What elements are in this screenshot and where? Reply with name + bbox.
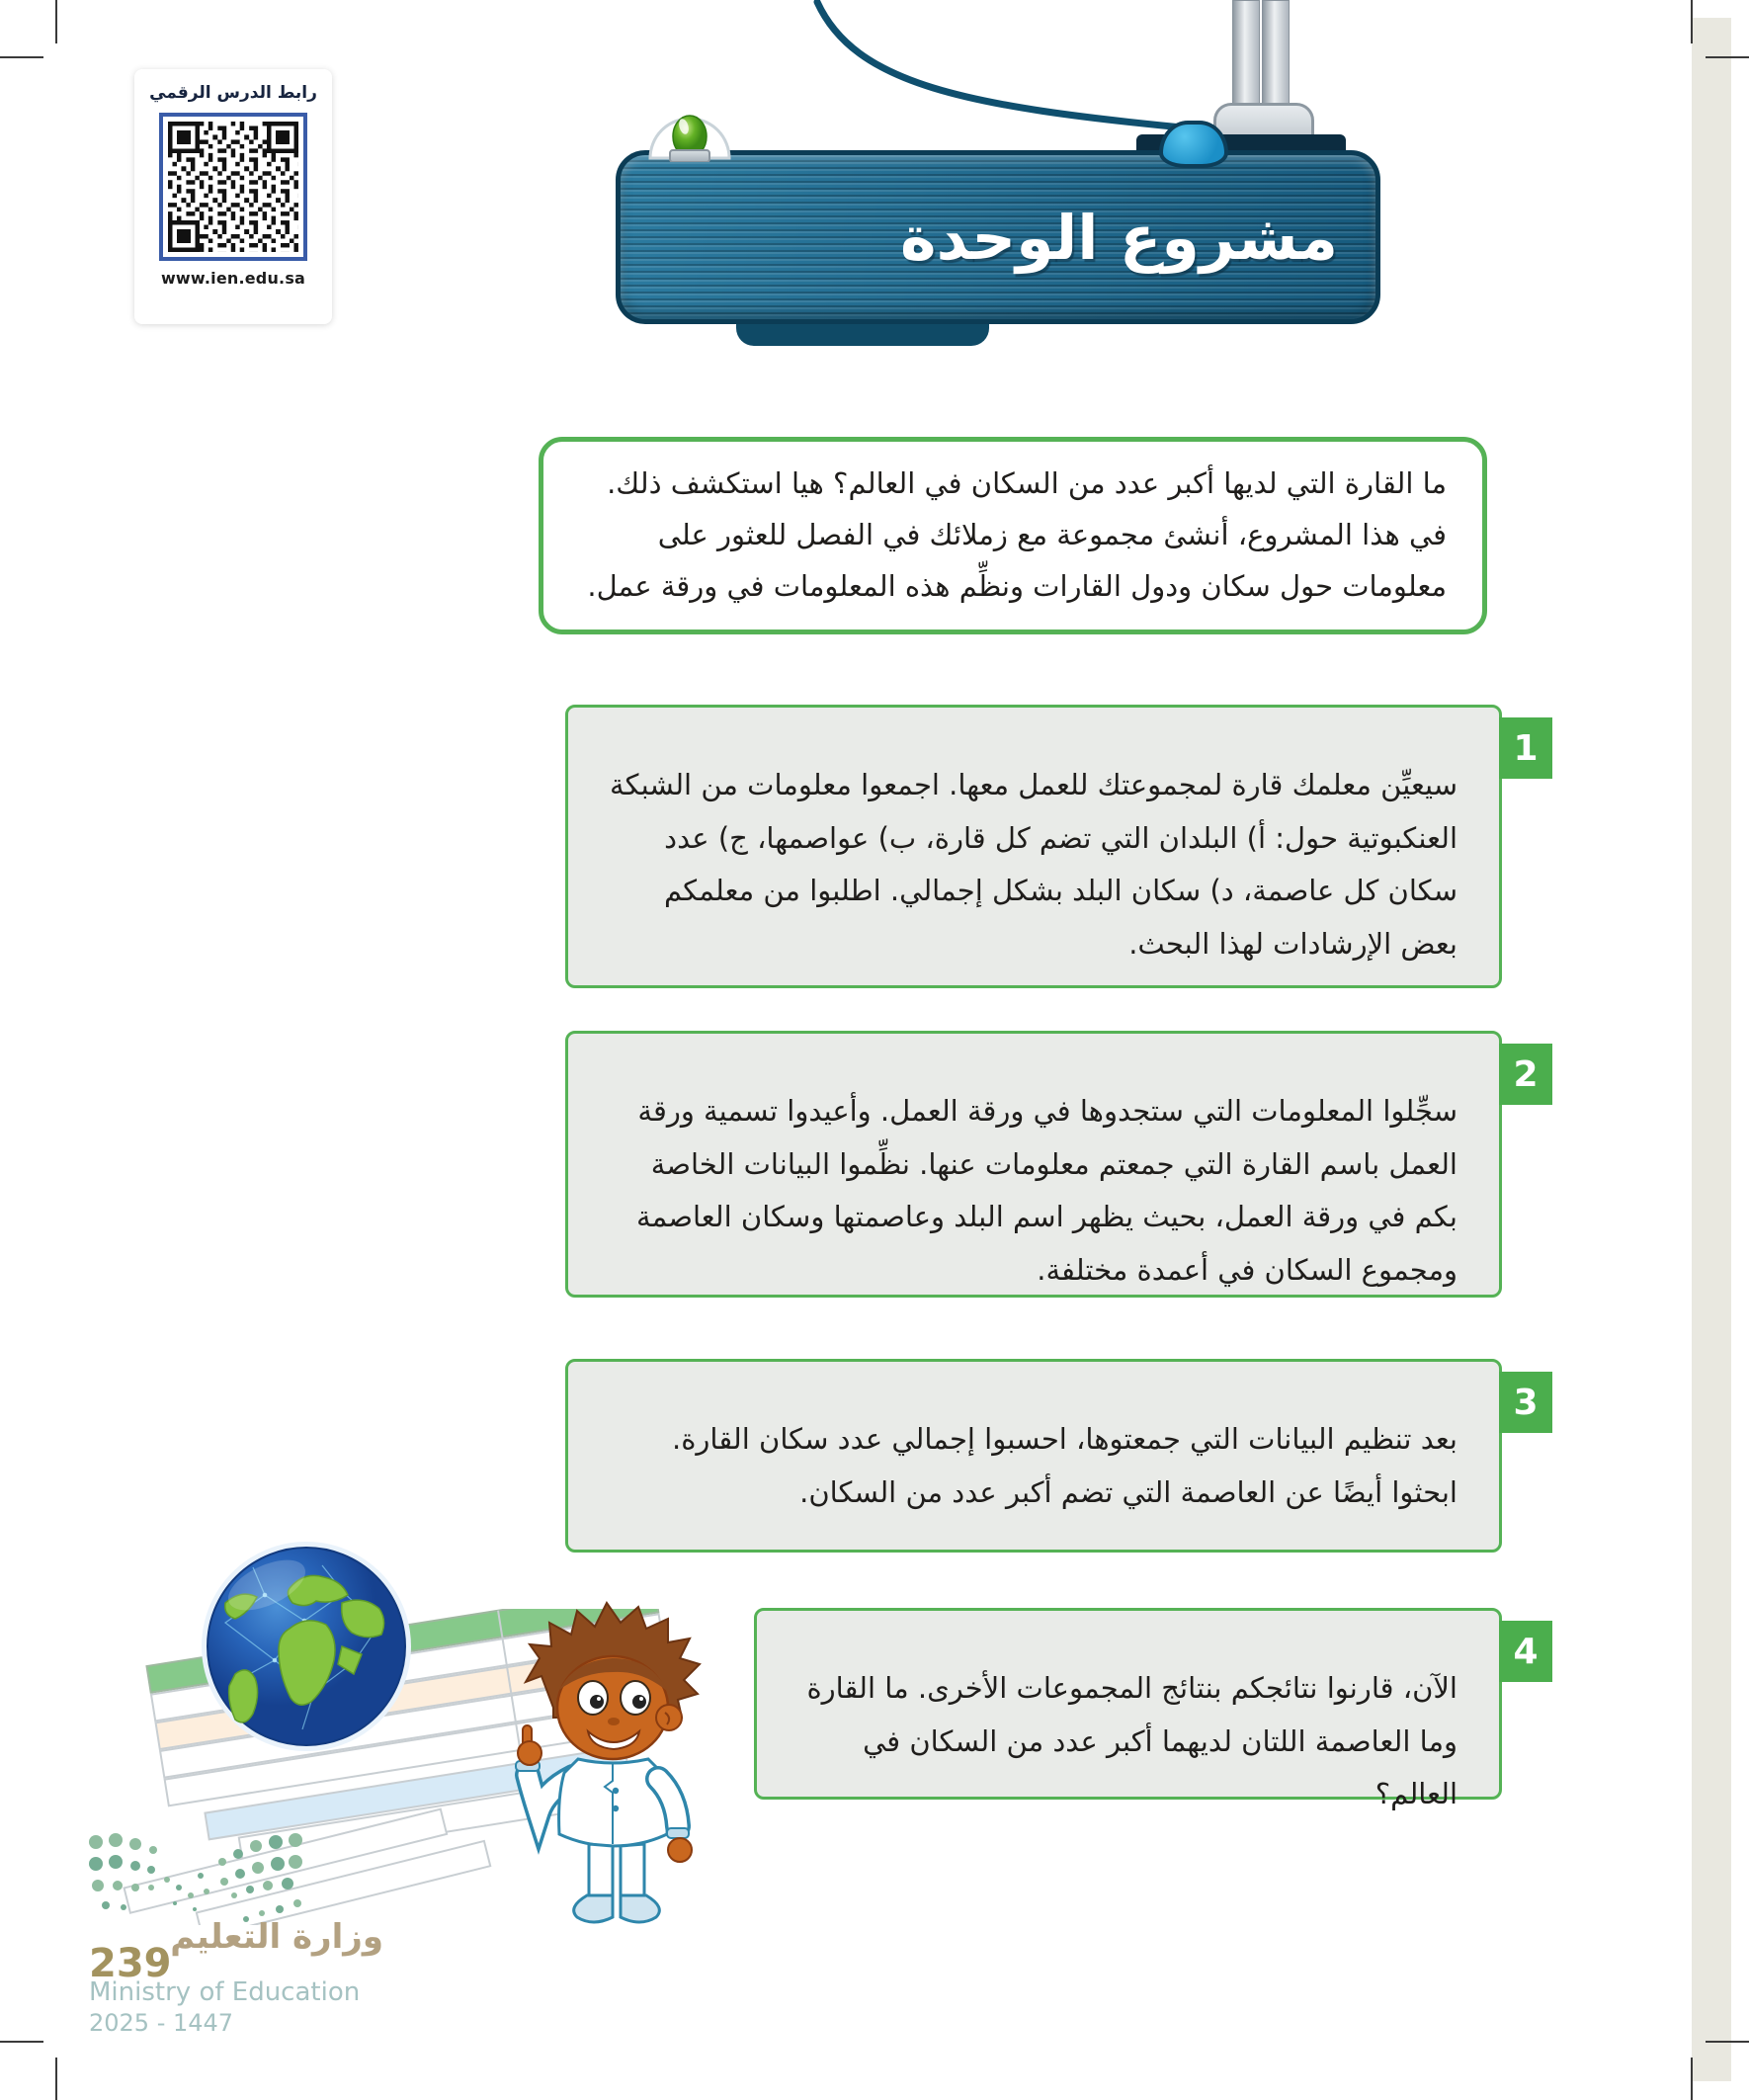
globe-icon [196, 1534, 417, 1771]
step-box-4 [754, 1608, 1539, 1811]
intro-question: ما القارة التي لديها أكبر عدد من السكان في العالم؟ هيا استكشف ذلك. [607, 466, 1447, 500]
green-led-art [644, 99, 735, 162]
step-text: الآن، قارنوا نتائجكم بنتائج المجموعات الأخرى. ما القارة وما العاصمة اللتان لديهما أكبر عدد من السكان في العالم؟ [806, 1671, 1458, 1811]
crop-mark [1706, 2041, 1749, 2043]
mouse-cable-art [805, 0, 1201, 138]
ministry-logo-dots [84, 1828, 311, 1927]
crop-mark [55, 2058, 57, 2100]
crop-mark [1706, 56, 1749, 58]
page-number: 239 [89, 1941, 172, 1986]
crop-mark [0, 56, 43, 58]
qr-url: www.ien.edu.sa [160, 269, 306, 288]
step-text: بعد تنظيم البيانات التي جمعتوها، احسبوا إجمالي عدد سكان القارة. ابحثوا أيضًا عن العاصمة التي تضم أكبر عدد من السكان. [671, 1422, 1458, 1509]
crop-mark [0, 2041, 43, 2043]
qr-label: رابط الدرس الرقمي [149, 83, 317, 103]
step-text: سجِّلوا المعلومات التي ستجدوها في ورقة العمل. وأعيدوا تسمية ورقة العمل باسم القارة التي جمعتم معلومات عنها. نظِّموا البيانات الخاصة بكم في ورقة العمل، بحيث يظهر اسم البلد وعاصمتها وسكان العاصمة ومجموع السكان في أعمدة مختلفة. [636, 1094, 1458, 1287]
step-text: سيعيِّن معلمك قارة لمجموعتك للعمل معها. اجمعوا معلومات من الشبكة العنكبوتية حول: أ) البلدان التي تضم كل قارة، ب) عواصمها، ج) عدد سكان كل عاصمة، د) سكان البلد بشكل إجمالي. اطلبوا من معلمكم بعض الإرشادات لهذا البحث. [610, 768, 1458, 961]
page-title: مشروع الوحدة [899, 201, 1338, 274]
edition-years: 2025 - 1447 [89, 2009, 234, 2037]
step-box-1 [565, 705, 1539, 988]
step-box-2 [565, 1031, 1539, 1298]
digital-lesson-qr-card [134, 69, 332, 324]
qr-frame [159, 113, 307, 261]
step-box-3 [565, 1359, 1539, 1553]
computer-mouse-icon [1159, 121, 1228, 168]
crop-mark [1691, 0, 1693, 43]
ministry-name-english: Ministry of Education [89, 1977, 361, 2007]
step-number-badge: 4 [1499, 1621, 1552, 1682]
step-number-badge: 2 [1499, 1044, 1552, 1105]
crop-mark [55, 0, 57, 43]
page-edge-strip [1692, 18, 1731, 2081]
cartoon-boy-character [494, 1597, 711, 1933]
step-number-badge: 1 [1499, 717, 1552, 779]
intro-description: في هذا المشروع، أنشئ مجموعة مع زملائك في الفصل للعثور على معلومات حول سكان ودول القارات ونظِّم هذه المعلومات في ورقة عمل. [587, 518, 1447, 604]
project-intro-box [539, 437, 1487, 634]
unit-project-banner [616, 150, 1380, 324]
step-number-badge: 3 [1499, 1372, 1552, 1433]
qr-code-icon [168, 122, 298, 252]
crop-mark [1691, 2058, 1693, 2100]
ministry-name-arabic: وزارة التعليم [170, 1917, 383, 1957]
